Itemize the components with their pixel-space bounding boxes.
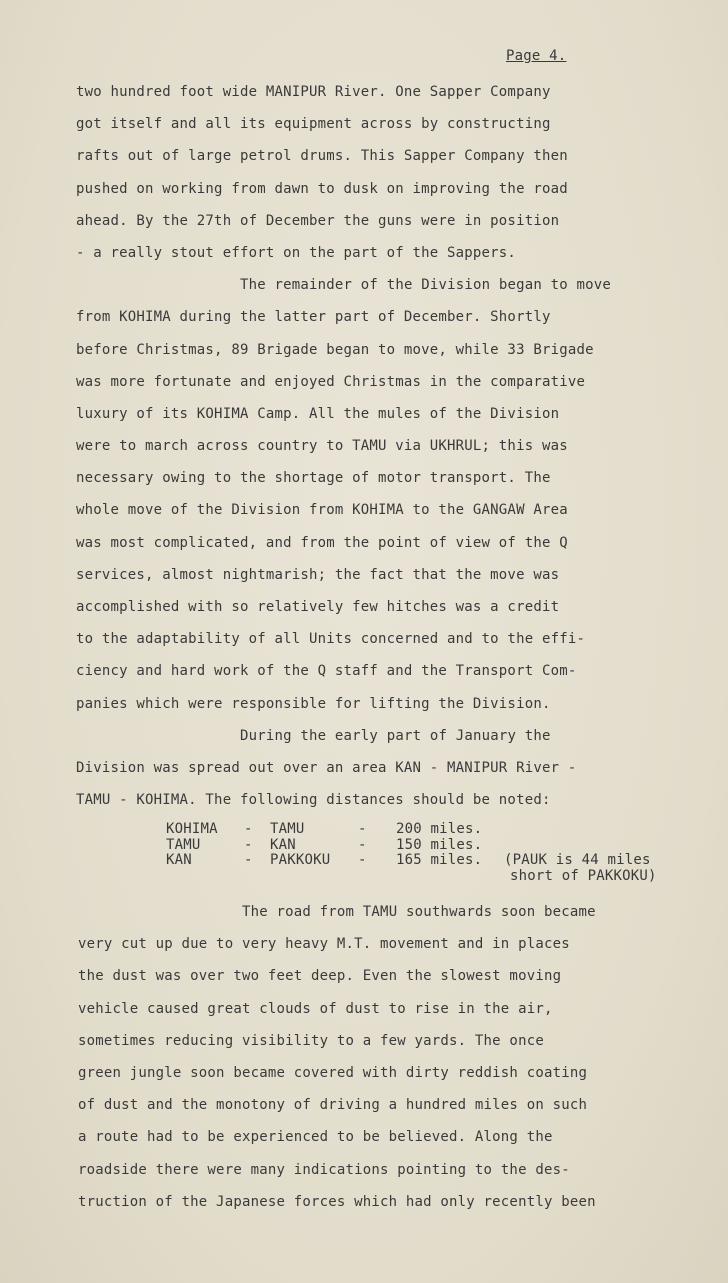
- text-line: from KOHIMA during the latter part of December. Shortly: [76, 309, 551, 326]
- distance-dash: -: [244, 836, 253, 853]
- text-line: luxury of its KOHIMA Camp. All the mules of the Division: [76, 405, 560, 422]
- text-line: sometimes reducing visibility to a few yards. The once: [78, 1032, 544, 1049]
- text-line: to the adaptability of all Units concerned and to the effi-: [76, 631, 586, 648]
- text-line: ahead. By the 27th of December the guns were in position: [76, 212, 560, 229]
- body-text-top: [76, 76, 696, 816]
- distance-dist: 150 miles.: [396, 836, 483, 853]
- distance-to: TAMU: [270, 821, 305, 837]
- text-line: Division was spread out over an area KAN - MANIPUR River -: [76, 759, 577, 776]
- distance-dist: 200 miles.: [396, 821, 483, 837]
- text-line: The road from TAMU southwards soon became: [242, 904, 596, 920]
- body-text-bottom: [78, 896, 698, 1218]
- text-line: roadside there were many indications pointing to the des-: [78, 1161, 570, 1178]
- text-line: truction of the Japanese forces which had only recently been: [78, 1193, 596, 1210]
- text-line: the dust was over two feet deep. Even the slowest moving: [78, 968, 562, 985]
- text-line: services, almost nightmarish; the fact that the move was: [76, 566, 560, 583]
- distance-from: TAMU: [166, 836, 201, 853]
- text-line: rafts out of large petrol drums. This Sapper Company then: [76, 148, 568, 165]
- text-line: During the early part of January the: [240, 727, 551, 744]
- text-line: ciency and hard work of the Q staff and the Transport Com-: [76, 663, 577, 680]
- text-line: whole move of the Division from KOHIMA to the GANGAW Area: [76, 502, 568, 519]
- text-line: got itself and all its equipment across by constructing: [76, 116, 551, 133]
- distance-to: PAKKOKU: [270, 852, 331, 868]
- text-line: were to march across country to TAMU via UKHRUL; this was: [76, 438, 568, 455]
- text-line: very cut up due to very heavy M.T. movement and in places: [78, 936, 570, 953]
- text-line: necessary owing to the shortage of motor transport. The: [76, 470, 551, 487]
- text-line: - a really stout effort on the part of the Sappers.: [76, 244, 517, 261]
- text-line: accomplished with so relatively few hitches was a credit: [76, 599, 560, 615]
- distance-from: KAN: [166, 852, 192, 868]
- text-line: panies which were responsible for lifting the Division.: [76, 695, 551, 712]
- text-line: TAMU - KOHIMA. The following distances should be noted:: [76, 792, 551, 809]
- page-number: Page 4.: [506, 48, 567, 64]
- distance-dash2: -: [358, 821, 367, 837]
- text-line: before Christmas, 89 Brigade began to move, while 33 Brigade: [76, 341, 594, 358]
- distance-dash: -: [244, 821, 253, 837]
- distance-dist: 165 miles.: [396, 852, 483, 868]
- distance-dash2: -: [358, 852, 367, 868]
- distance-dash: -: [244, 852, 253, 868]
- distance-from: KOHIMA: [166, 821, 218, 837]
- distance-note-continued: short of PAKKOKU): [510, 867, 657, 884]
- distance-to: KAN: [270, 836, 296, 853]
- distance-dash2: -: [358, 836, 367, 853]
- text-line: of dust and the monotony of driving a hundred miles on such: [78, 1097, 588, 1114]
- text-line: two hundred foot wide MANIPUR River. One Sapper Company: [76, 84, 551, 100]
- distance-note: (PAUK is 44 miles: [504, 852, 651, 868]
- text-line: a route had to be experienced to be believed. Along the: [78, 1129, 553, 1146]
- text-line: green jungle soon became covered with dirty reddish coating: [78, 1064, 588, 1081]
- text-line: was more fortunate and enjoyed Christmas in the comparative: [76, 373, 586, 390]
- text-line: The remainder of the Division began to move: [240, 277, 612, 294]
- text-line: vehicle caused great clouds of dust to rise in the air,: [78, 1000, 553, 1017]
- text-line: was most complicated, and from the point of view of the Q: [76, 534, 568, 551]
- text-line: pushed on working from dawn to dusk on improving the road: [76, 180, 568, 197]
